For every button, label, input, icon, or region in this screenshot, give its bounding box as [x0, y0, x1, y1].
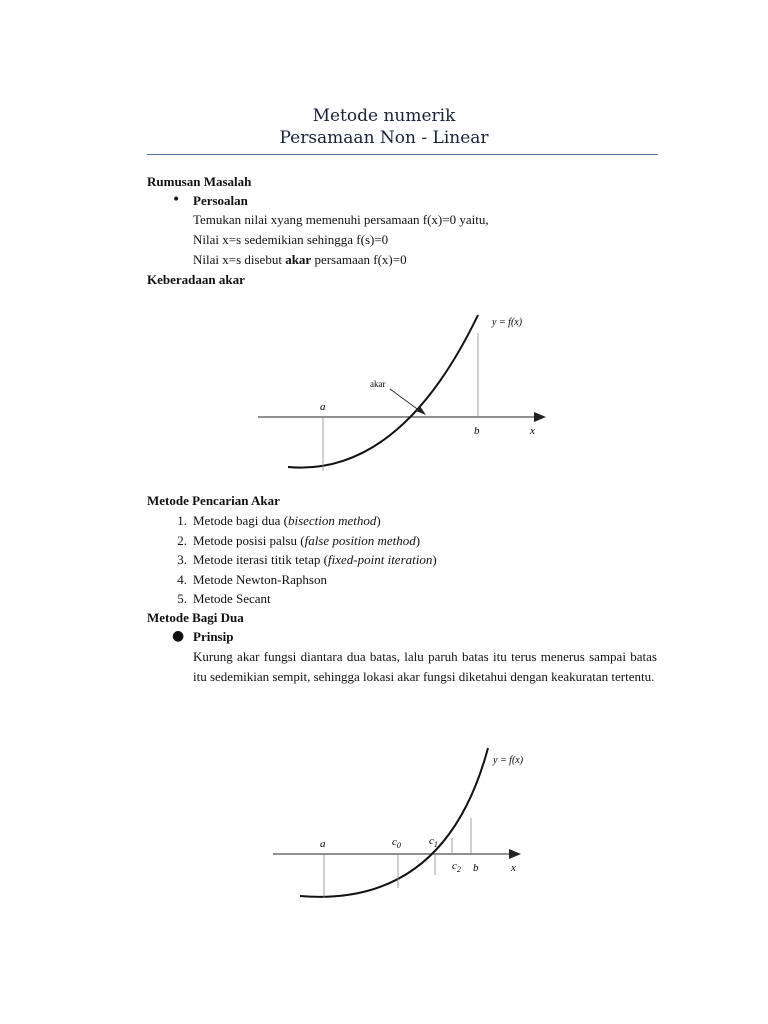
rumusan-line-3 — [193, 252, 407, 268]
rumusan-line-3-b: persamaan f(x)=0 — [311, 252, 407, 267]
root-pointer-arrow-icon — [416, 406, 426, 415]
bullet-icon: ● — [172, 628, 185, 644]
rumusan-line-3-bold: akar — [285, 252, 312, 267]
list-item-italic: false position method — [304, 532, 416, 548]
list-item-text: Metode Secant — [193, 591, 271, 606]
list-item-text-end: ) — [432, 552, 437, 567]
rumusan-line-1: Temukan nilai xyang memenuhi persamaan f(x)=0 yaitu, — [193, 212, 489, 227]
list-item — [165, 533, 420, 549]
rumusan-line-2: Nilai x=s sedemikian sehingga f(s)=0 — [193, 232, 389, 247]
list-item-text: Metode Newton-Raphson — [193, 571, 327, 587]
rumusan-line-3-a: Nilai x=s disebut — [193, 252, 286, 267]
heading-keberadaan-akar: Keberadaan akar — [147, 272, 245, 287]
bullet-label-persoalan: Persoalan — [193, 193, 248, 208]
c0-label: $c_0$ — [392, 836, 401, 850]
list-item-text-end: ) — [415, 532, 421, 548]
curve-label: y = f(x) — [492, 317, 523, 328]
c1-label: $c_1$ — [429, 835, 438, 849]
curve-label: y = f(x) — [493, 755, 524, 766]
x-axis-arrow-icon — [534, 412, 546, 422]
x-label: x — [530, 425, 535, 437]
list-item-number: 4. — [177, 571, 187, 587]
list-item — [165, 513, 381, 529]
list-item-text: Metode posisi palsu ( — [193, 532, 305, 548]
heading-metode-bagi-dua: Metode Bagi Dua — [147, 610, 244, 625]
function-curve — [300, 748, 488, 897]
bullet-label-prinsip: Prinsip — [193, 629, 234, 644]
list-item-italic: fixed-point iteration — [328, 552, 433, 567]
bullet-icon: • — [172, 192, 181, 208]
a-label: a — [320, 838, 326, 850]
title-divider — [147, 154, 658, 155]
page-subtitle: Persamaan Non - Linear — [279, 128, 489, 148]
page-title: Metode numerik — [312, 106, 456, 126]
b-label: b — [474, 425, 480, 437]
x-axis-arrow-icon — [509, 849, 521, 859]
list-item-text-end: ) — [376, 513, 381, 528]
figure-keberadaan-akar — [250, 305, 550, 480]
function-curve — [288, 315, 478, 468]
list-item-number: 5. — [177, 591, 187, 606]
heading-metode-pencarian-akar: Metode Pencarian Akar — [147, 493, 280, 508]
heading-rumusan-masalah: Rumusan Masalah — [147, 174, 252, 189]
list-item — [165, 591, 271, 607]
a-label: a — [320, 401, 326, 413]
figure-bagi-dua — [265, 738, 555, 913]
list-item — [165, 572, 327, 588]
c2-label: $c_2$ — [452, 860, 461, 874]
list-item — [165, 552, 437, 568]
list-item-number: 1. — [177, 513, 187, 528]
x-label: x — [511, 862, 516, 874]
list-item-text: Metode iterasi titik tetap ( — [193, 552, 329, 567]
list-item-italic: bisection method — [287, 513, 377, 528]
list-item-number: 2. — [177, 532, 187, 548]
prinsip-paragraph: Kurung akar fungsi diantara dua batas, lalu paruh batas itu terus menerus sampai batas itu sedemikian sempit, sehingga lokasi akar fungsi diketahui dengan keakuratan tertentu. — [193, 649, 657, 684]
list-item-text: Metode bagi dua ( — [193, 513, 288, 528]
root-pointer — [390, 389, 420, 411]
root-label: akar — [370, 379, 386, 389]
list-item-number: 3. — [177, 552, 187, 567]
b-label: b — [473, 862, 479, 874]
